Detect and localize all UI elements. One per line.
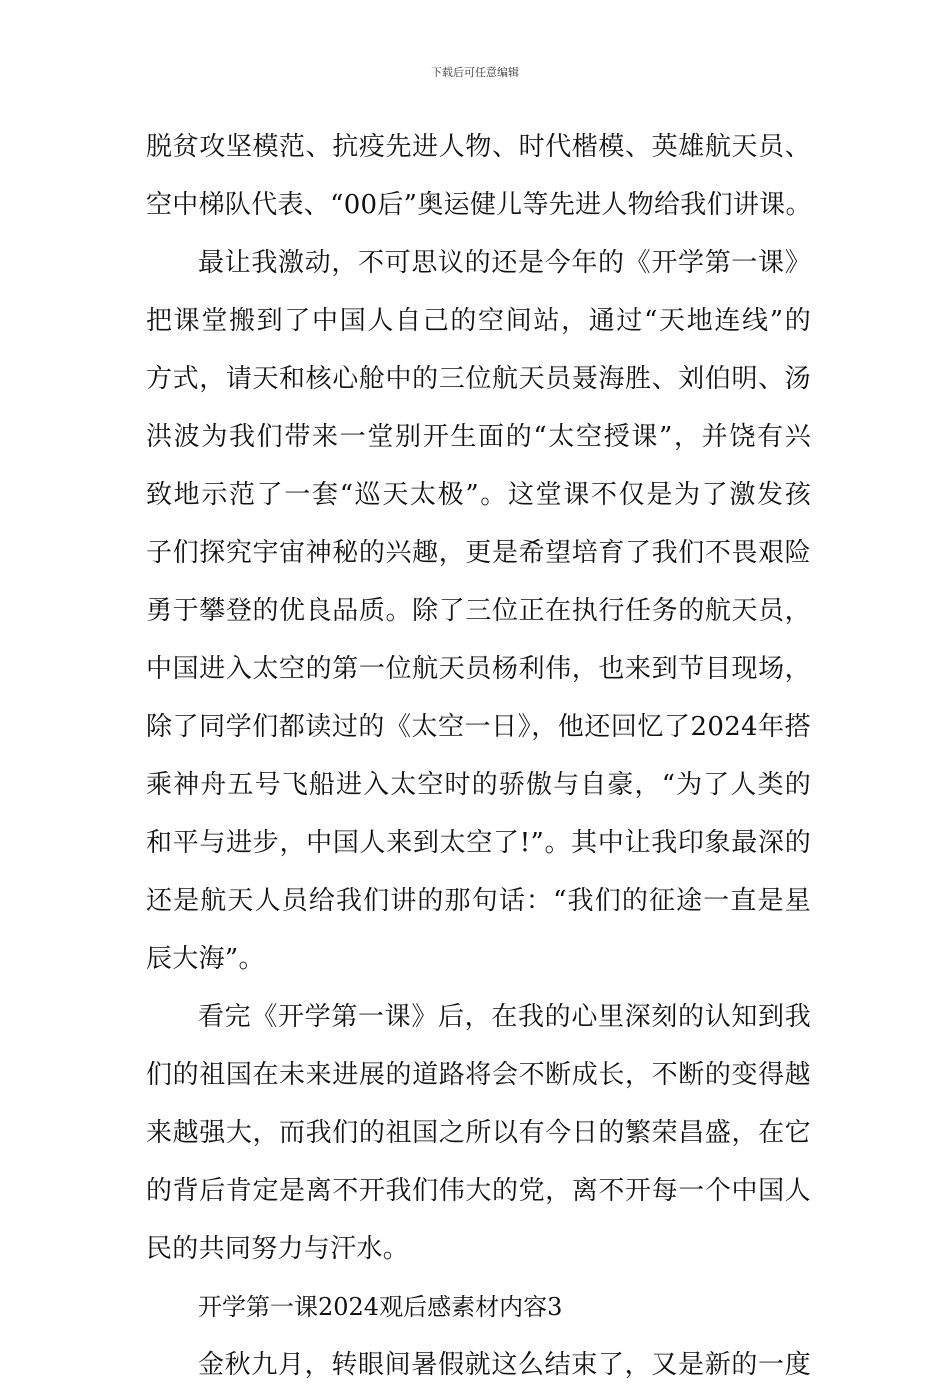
paragraph-start-line: 金秋九月，转眼间暑假就这么结束了，又是新的一度 bbox=[198, 1350, 811, 1380]
article-body bbox=[146, 118, 811, 1394]
paragraph-end-line: 民的共同努力与汗水。 bbox=[146, 1234, 410, 1264]
section-heading: 开学第一课2024观后感素材内容3 bbox=[198, 1293, 563, 1321]
text-line: 还是航天人员给我们讲的那句话：“我们的征途一直是星 bbox=[146, 886, 811, 916]
text-line: 脱贫攻坚模范、抗疫先进人物、时代楷模、英雄航天员、 bbox=[146, 132, 811, 162]
text-line: 方式，请天和核心舱中的三位航天员聂海胜、刘伯明、汤 bbox=[146, 364, 811, 394]
text-line: 们的祖国在未来进展的道路将会不断成长，不断的变得越 bbox=[146, 1060, 811, 1090]
text-line: 除了同学们都读过的《太空一日》，他还回忆了2024年搭 bbox=[146, 712, 811, 742]
paragraph-end-line: 辰大海”。 bbox=[146, 944, 265, 974]
text-line: 乘神舟五号飞船进入太空时的骄傲与自豪，“为了人类的 bbox=[146, 770, 811, 800]
text-line: 洪波为我们带来一堂别开生面的“太空授课”，并饶有兴 bbox=[146, 422, 811, 452]
paragraph-start-line: 最让我激动，不可思议的还是今年的《开学第一课》 bbox=[198, 248, 811, 278]
text-line: 勇于攀登的优良品质。除了三位正在执行任务的航天员， bbox=[146, 596, 811, 626]
text-line: 来越强大，而我们的祖国之所以有今日的繁荣昌盛，在它 bbox=[146, 1118, 811, 1148]
text-line: 致地示范了一套“巡天太极”。这堂课不仅是为了激发孩 bbox=[146, 480, 811, 510]
page-header-note: 下载后可任意编辑 bbox=[431, 66, 519, 79]
text-line: 中国进入太空的第一位航天员杨利伟，也来到节目现场， bbox=[146, 654, 811, 684]
text-line: 和平与进步，中国人来到太空了!”。其中让我印象最深的 bbox=[146, 828, 811, 858]
text-line: 把课堂搬到了中国人自己的空间站，通过“天地连线”的 bbox=[146, 306, 811, 336]
text-line: 的背后肯定是离不开我们伟大的党，离不开每一个中国人 bbox=[146, 1176, 811, 1206]
text-line: 空中梯队代表、“00后”奥运健儿等先进人物给我们讲课。 bbox=[146, 190, 812, 220]
paragraph-start-line: 看完《开学第一课》后，在我的心里深刻的认知到我 bbox=[198, 1002, 811, 1032]
text-line: 子们探究宇宙神秘的兴趣，更是希望培育了我们不畏艰险 bbox=[146, 538, 811, 568]
